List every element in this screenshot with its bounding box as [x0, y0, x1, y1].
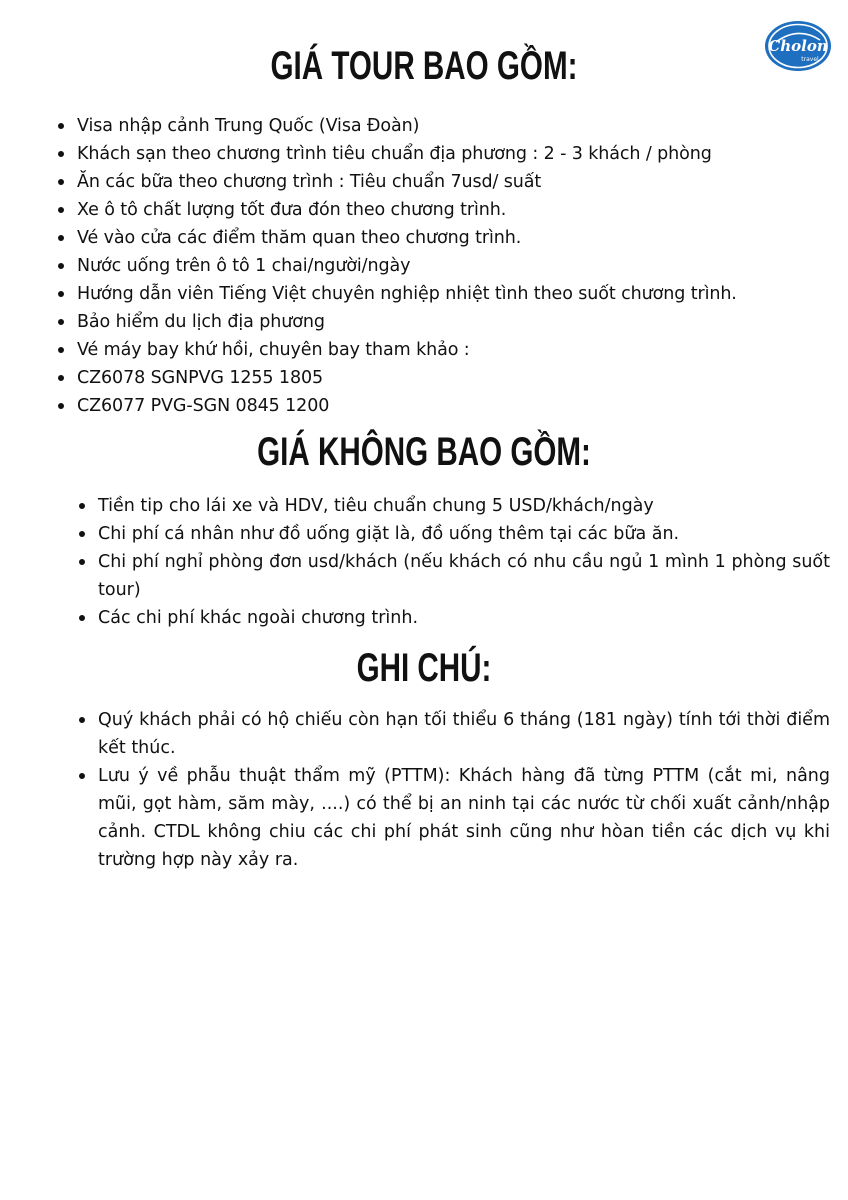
included-heading: GIÁ TOUR BAO GỒM: [270, 44, 578, 88]
list-item: Các chi phí khác ngoài chương trình. [98, 604, 830, 632]
list-item: Ăn các bữa theo chương trình : Tiêu chuẩn 7usd/ suất [77, 168, 837, 196]
list-item: Xe ô tô chất lượng tốt đưa đón theo chương trình. [77, 196, 837, 224]
list-item: CZ6078 SGNPVG 1255 1805 [77, 364, 837, 392]
list-item: Chi phí cá nhân như đồ uống giặt là, đồ uống thêm tại các bữa ăn. [98, 520, 830, 548]
company-logo [764, 20, 832, 72]
list-item: Bảo hiểm du lịch địa phương [77, 308, 837, 336]
not-included-heading: GIÁ KHÔNG BAO GỒM: [257, 430, 591, 474]
cholon-logo-icon [764, 20, 832, 72]
list-item: CZ6077 PVG-SGN 0845 1200 [77, 392, 837, 420]
list-item: Nước uống trên ô tô 1 chai/người/ngày [77, 252, 837, 280]
list-item: Quý khách phải có hộ chiếu còn hạn tối thiểu 6 tháng (181 ngày) tính tới thời điểm kết thúc. [98, 706, 830, 762]
notes-heading: GHI CHÚ: [356, 646, 492, 690]
list-item: Tiền tip cho lái xe và HDV, tiêu chuẩn chung 5 USD/khách/ngày [98, 492, 830, 520]
svg-text:Cholon: Cholon [768, 37, 828, 55]
list-item: Chi phí nghỉ phòng đơn usd/khách (nếu khách có nhu cầu ngủ 1 mình 1 phòng suốt tour) [98, 548, 830, 604]
included-list [77, 112, 837, 420]
list-item: Khách sạn theo chương trình tiêu chuẩn địa phương : 2 - 3 khách / phòng [77, 140, 837, 168]
svg-text:travel: travel [801, 56, 819, 63]
not-included-list [98, 492, 830, 632]
list-item: Vé vào cửa các điểm thăm quan theo chương trình. [77, 224, 837, 252]
list-item: Hướng dẫn viên Tiếng Việt chuyên nghiệp nhiệt tình theo suốt chương trình. [77, 280, 837, 308]
list-item: Visa nhập cảnh Trung Quốc (Visa Đoàn) [77, 112, 837, 140]
list-item: Lưu ý về phẫu thuật thẩm mỹ (PTTM): Khách hàng đã từng PTTM (cắt mi, nâng mũi, gọt hàm, săm mày, ....) có thể bị an ninh tại các nước từ chối xuất cảnh/nhập cảnh. CTDL không chiu các chi phí phát sinh cũng như hòan tiền các dịch vụ khi trường hợp này xảy ra. [98, 762, 830, 874]
list-item: Vé máy bay khứ hồi, chuyên bay tham khảo : [77, 336, 837, 364]
notes-list [98, 706, 830, 874]
